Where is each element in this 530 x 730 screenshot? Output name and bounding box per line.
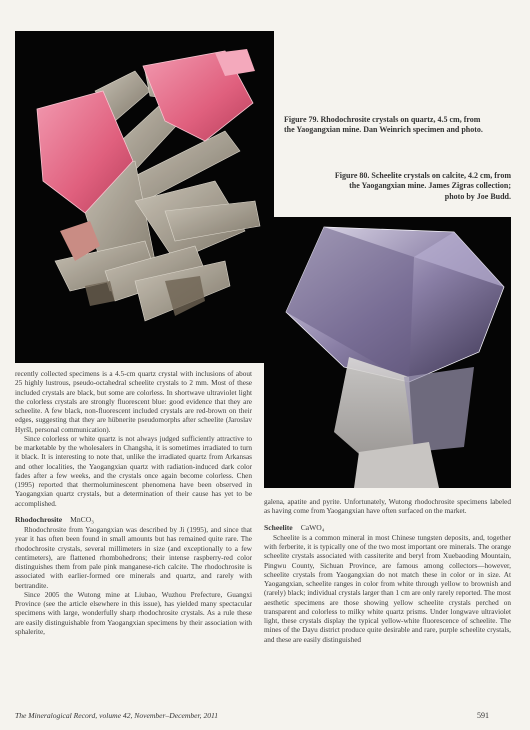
scheelite-specimen-image <box>264 217 511 488</box>
body-paragraph: Scheelite is a common mineral in most Chinese tungsten deposits, and, together with ferberite, it is typically one of the two most important ore minerals. The orange scheelite crystals associated with cassiterite and beryl from Xuebaoding Mountain, Pingwu County, Sichuan Province, are famous among collectors—however, scheelite crystals from Yaogangxian do not match these in color or in size. At Yaogangxian, scheelite ranges in color from white through yellow to brownish and (rarely) black; individual crystals larger than 1 cm are only rarely reported. The most aesthetic specimens are those showing yellow scheelite crystals perched on transparent and colorless to milky white quartz prisms. Under longwave ultraviolet light, these crystals display the typical yellow-white fluorescence of scheelite. The mines of the Dayu district produce quite desirable and rare, purple scheelite crystals, and these are easily distinguished <box>264 533 511 644</box>
right-text-column <box>264 498 511 645</box>
section-heading-name: Rhodochrosite <box>15 514 63 524</box>
journal-footer: The Mineralogical Record, volume 42, November–December, 2011 <box>15 711 219 720</box>
rhodochrosite-section-heading <box>15 515 252 524</box>
chemical-formula: MnCO₃ <box>70 514 94 524</box>
figure-79-caption: Figure 79. Rhodochrosite crystals on quartz, 4.5 cm, from the Yaogangxian mine. Dan Weinrich specimen and photo. <box>284 115 483 135</box>
body-paragraph: recently collected specimens is a 4.5-cm quartz crystal with inclusions of about 25 highly lustrous, pseudo-octahedral scheelite crystals to 2 mm. Most of these included crystals are black, but some are colorless. In shortwave ultraviolet light the colorless crystals are strongly fluorescent blue: good evidence that they are scheelite. A few black, non-fluorescent included crystals are red-brown on their edges, suggesting that they are hübnerite pseudomorphs after scheelite (Jaroslav Hyršl, personal communication). <box>15 370 252 434</box>
figure-80-photo <box>264 217 511 488</box>
body-paragraph: Since colorless or white quartz is not always judged sufficiently attractive to be marketable by the wholesalers in Changsha, it is sometimes irradiated to turn it black. It is interesting to note that, unlike the irradiated quartz from Arkansas and other localities, the Yaogangxian quartz with radiation-induced dark color fades after a few weeks, and the crystals once again become colorless. Chen (1995) reported that thermoluminescent phenomena have been observed in Yaogangxian quartz crystals, but a determination of their cause has yet to be accomplished. <box>15 434 252 508</box>
chemical-formula: CaWO₄ <box>300 522 325 532</box>
figure-79-photo <box>15 31 274 363</box>
page-number: 591 <box>477 711 489 720</box>
rhodochrosite-specimen-image <box>15 31 274 363</box>
section-heading-name: Scheelite <box>264 522 293 532</box>
body-paragraph: Rhodochrosite from Yaogangxian was described by Ji (1995), and since that year it has often been found in small amounts but has remained quite rare. The rhodochrosite crystals, several millimeters in size (and exceptionally to a few centimeters), are flattened rhombohedrons; their intense raspberry-red color distinguishes them from pale pink manganese-rich calcite. The rhodochrosite is associated with earlier-formed ore minerals and quartz, and rarely with bertrandite. <box>15 526 252 590</box>
body-paragraph: galena, apatite and pyrite. Unfortunately, Wutong rhodochrosite specimens labeled as having come from Yaogangxian have often surfaced on the market. <box>264 498 511 516</box>
left-text-column <box>15 370 252 637</box>
body-paragraph: Since 2005 the Wutong mine at Liubao, Wuzhou Prefecture, Guangxi Province (see the article elsewhere in this issue), has yielded many spectacular specimens with large, wonderfully sharp rhodochrosite crystals. As a rule these are easily distinguishable from Yaogangxian specimens by their association with sphalerite, <box>15 590 252 636</box>
figure-80-caption: Figure 80. Scheelite crystals on calcite, 4.2 cm, from the Yaogangxian mine. James Zigras collection; photo by Joe Budd. <box>334 171 511 201</box>
scheelite-section-heading <box>264 523 511 532</box>
